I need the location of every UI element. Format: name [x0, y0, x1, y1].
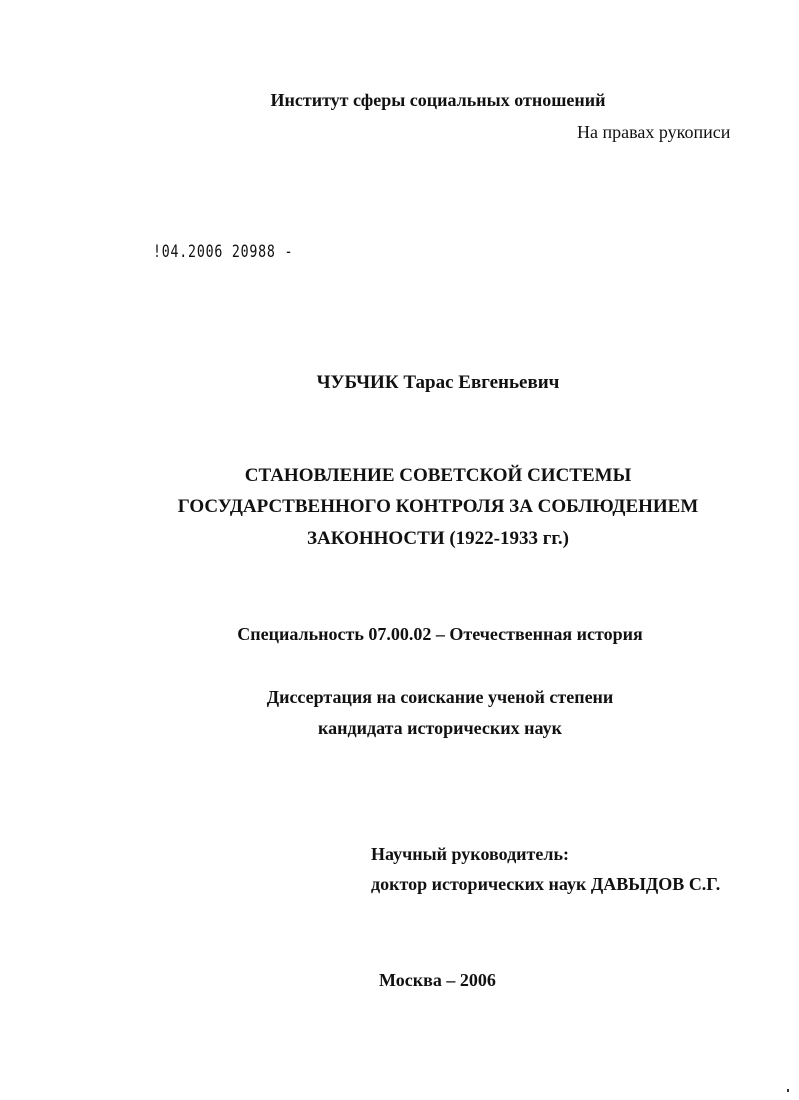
supervisor-name: доктор исторических наук ДАВЫДОВ С.Г. [371, 874, 721, 894]
archive-stamp-code: !04.2006 20988 - [153, 242, 294, 262]
thesis-title-line-1: СТАНОВЛЕНИЕ СОВЕТСКОЙ СИСТЕМЫ [244, 465, 632, 486]
author-name: ЧУБЧИК Тарас Евгеньевич [316, 372, 560, 393]
scan-speck [787, 1089, 789, 1092]
degree-statement-line-1: Диссертация на соискание ученой степени [266, 687, 614, 707]
specialty-line: Специальность 07.00.02 – Отечественная история [237, 624, 643, 644]
manuscript-rights-note: На правах рукописи [577, 122, 731, 142]
supervisor-label: Научный руководитель: [371, 844, 569, 864]
thesis-title-line-3: ЗАКОННОСТИ (1922-1933 гг.) [307, 528, 569, 549]
thesis-title-line-2: ГОСУДАРСТВЕННОГО КОНТРОЛЯ ЗА СОБЛЮДЕНИЕМ [177, 496, 699, 517]
degree-statement-line-2: кандидата исторических наук [318, 718, 562, 738]
institute-name: Институт сферы социальных отношений [270, 90, 606, 110]
city-and-year: Москва – 2006 [379, 970, 496, 990]
